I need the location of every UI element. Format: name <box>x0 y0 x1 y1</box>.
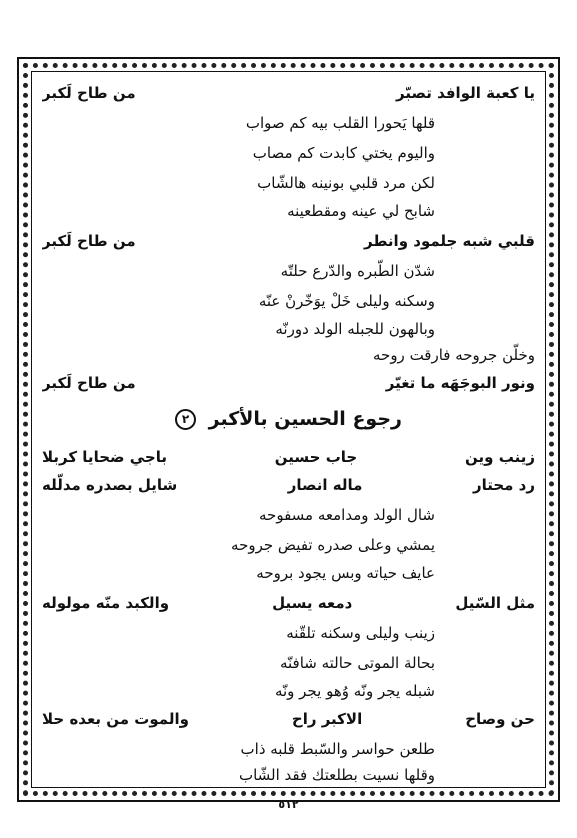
verse-refrain-1 <box>42 78 535 108</box>
heading-title: رجوع الحسين بالأكبر <box>208 408 402 430</box>
verse-refrain-2 <box>42 226 535 256</box>
poem-line: وبالهون للجبله الولد دورنّه <box>275 320 435 338</box>
verse-part: شايل بصدره مدلّله <box>42 476 178 494</box>
verse-part: ونور البوجَهَه ما تغيّر <box>385 374 535 392</box>
poem-line: قلها يَحورا القلب بيه كم صواب <box>245 114 435 132</box>
verse-part: يا كعبة الوافد تصبّر <box>395 84 535 102</box>
verse-row-2 <box>42 470 535 500</box>
verse-row-1 <box>42 442 535 472</box>
verse-part: قلبي شبه جلمود وانطر <box>363 232 535 250</box>
poem-line: وسكنه وليلى خَلْ يوَخّرنْ عنّه <box>258 292 435 310</box>
verse-refrain-3 <box>42 368 535 398</box>
verse-part: من طاح لَكبر <box>42 374 136 392</box>
verse-row-4 <box>42 704 535 734</box>
poem-line: زينب وليلى وسكنه تلقّنه <box>286 624 435 642</box>
verse-row-3 <box>42 588 535 618</box>
page-number: ٥١٢ <box>278 798 299 811</box>
verse-part: حن وصاح <box>465 710 535 728</box>
verse-part: مثل السّيل <box>455 594 535 612</box>
verse-part: والكبد منّه مولوله <box>42 594 170 612</box>
poem-line: شبله يجر ونّه وُهو يجر ونّه <box>274 682 435 700</box>
verse-part: ماله انصار <box>287 476 363 494</box>
verse-part: والموت من بعده حلا <box>42 710 189 728</box>
verse-part: دمعه يسيل <box>272 594 353 612</box>
poem-line: وقلها نسيت بطلعتك فقد الشّاب <box>238 766 435 784</box>
poem-line: شال الولد ومدامعه مسفوحه <box>259 506 435 524</box>
verse-part: زينب وين <box>465 448 535 466</box>
section-heading <box>0 404 577 434</box>
poem-line: وخلّن جروحه فارقت روحه <box>373 346 535 364</box>
verse-part: من طاح لَكبر <box>42 232 136 250</box>
verse-part: باجي ضحايا كربلا <box>42 448 167 466</box>
poem-line: لكن مرد قلبي بونينه هالشّاب <box>257 174 435 192</box>
poem-line: بحالة الموتى حالته شافنّه <box>279 654 435 672</box>
poem-line: واليوم يختي كابدت كم مصاب <box>252 144 435 162</box>
verse-part: رد محتار <box>472 476 535 494</box>
poem-line: عايف حياته وبس يجود بروحه <box>256 564 435 582</box>
poem-line: طلعن حواسر والسّبط قلبه ذاب <box>240 740 435 758</box>
verse-part: الاكبر راح <box>291 710 363 728</box>
verse-part: من طاح لَكبر <box>42 84 136 102</box>
heading-number-badge: ٢ <box>175 409 196 430</box>
poem-line: شابح لي عينه ومقطعينه <box>287 202 435 220</box>
poem-line: يمشي وعلى صدره تفيض جروحه <box>231 536 435 554</box>
poem-line: شدّن الطّبره والدّرع حلتّه <box>280 262 435 280</box>
verse-part: جاب حسين <box>274 448 358 466</box>
